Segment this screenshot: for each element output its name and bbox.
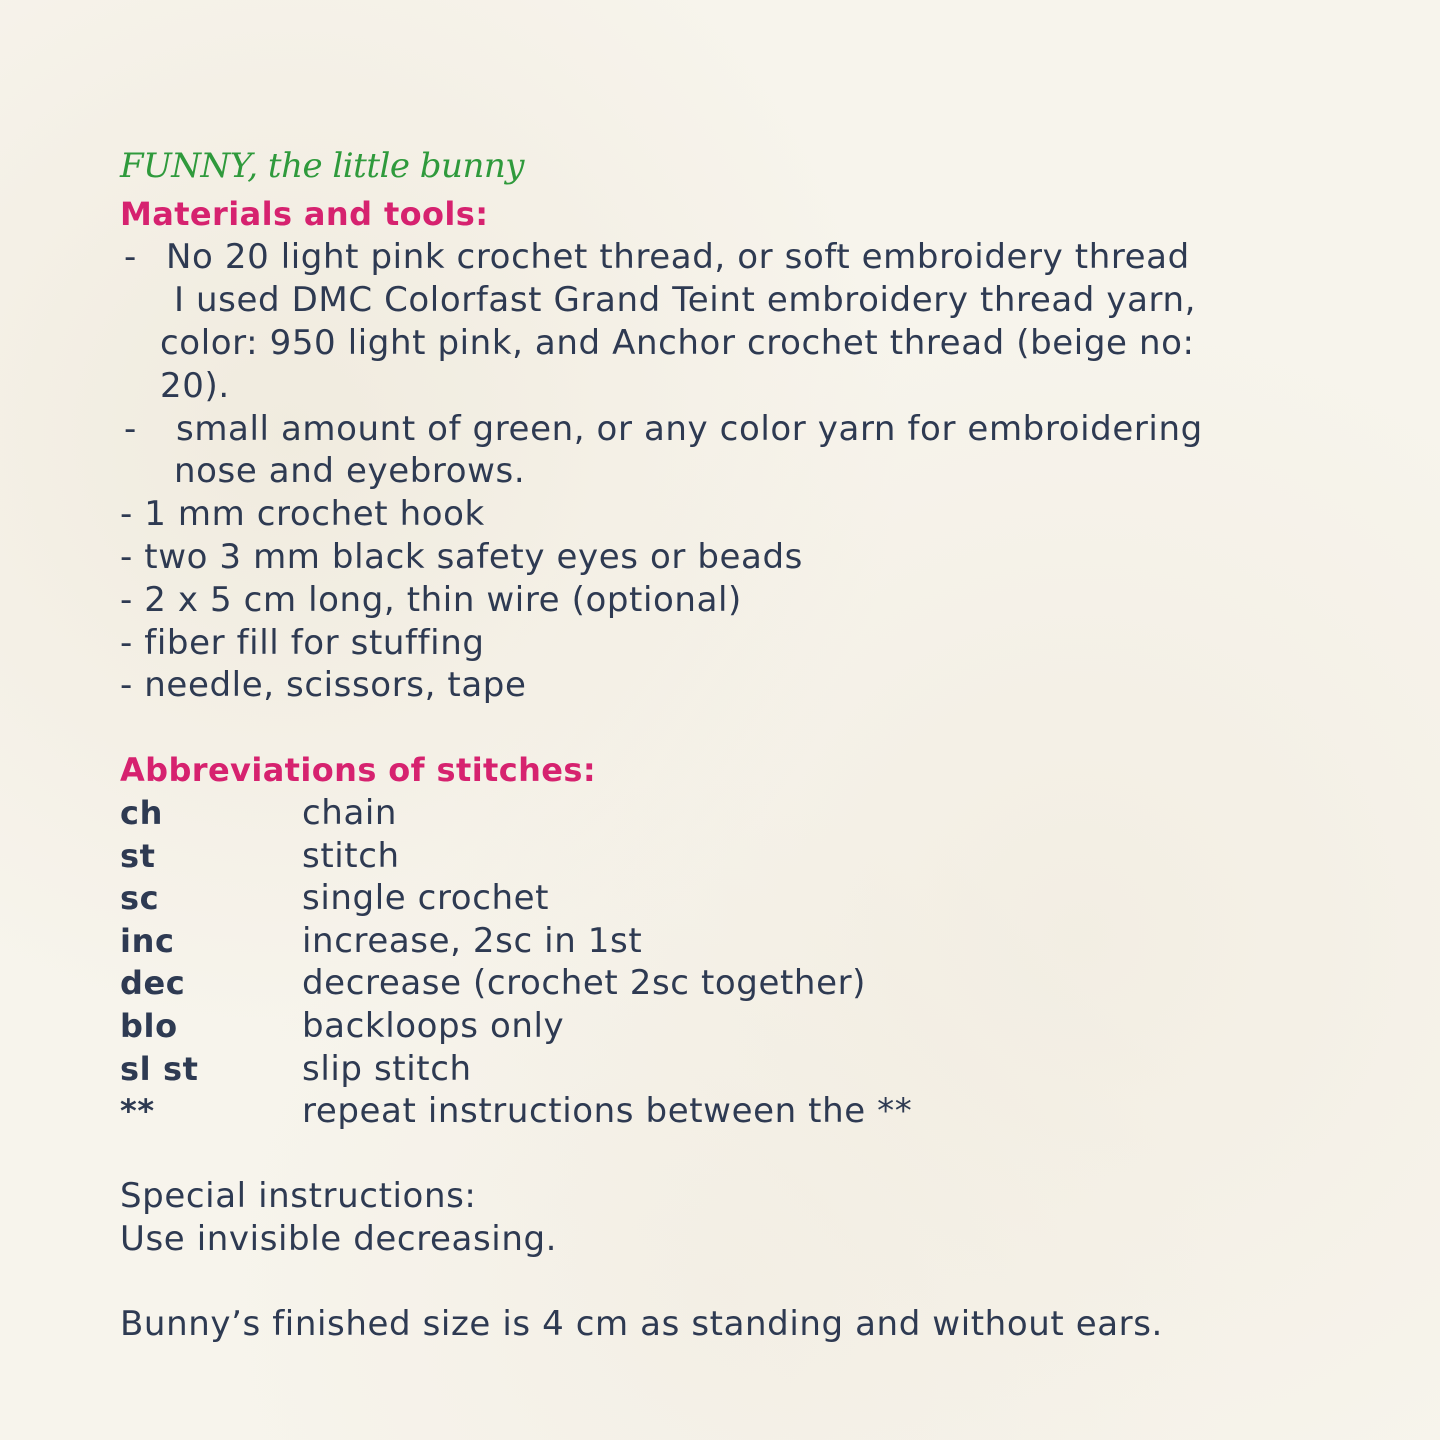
materials-line: nose and eyebrows. [174,451,526,491]
abbreviation-meaning: single crochet [302,878,550,918]
abbreviation-meaning: decrease (crochet 2sc together) [302,963,867,1003]
abbreviations-heading: Abbreviations of stitches: [120,751,597,789]
finished-size-text: Bunny’s finished size is 4 cm as standing and without ears. [120,1304,1163,1344]
abbreviation-meaning: chain [302,793,398,833]
abbreviation-term: inc [120,922,175,960]
materials-line: - [124,409,137,449]
pattern-title: FUNNY, the little bunny [120,146,524,186]
abbreviation-term: st [120,837,156,875]
special-instructions-text: Use invisible decreasing. [120,1219,558,1259]
abbreviation-term: ch [120,794,163,832]
abbreviation-term: dec [120,964,186,1002]
materials-line: - 2 x 5 cm long, thin wire (optional) [120,580,742,620]
materials-heading: Materials and tools: [120,195,489,233]
special-instructions-heading: Special instructions: [120,1176,477,1216]
abbreviation-meaning: stitch [302,836,400,876]
abbreviation-term: blo [120,1007,178,1045]
abbreviation-term: ** [120,1092,155,1130]
materials-line: - two 3 mm black safety eyes or beads [120,537,803,577]
abbreviation-meaning: backloops only [302,1006,565,1046]
materials-line: - needle, scissors, tape [120,665,527,705]
materials-line: small amount of green, or any color yarn for embroidering [176,409,1203,449]
materials-line: 20). [160,366,230,406]
abbreviation-term: sc [120,879,160,917]
materials-line: - fiber fill for stuffing [120,623,485,663]
abbreviation-meaning: slip stitch [302,1049,472,1089]
materials-line: - [124,237,137,277]
abbreviation-meaning: repeat instructions between the ** [302,1091,913,1131]
materials-line: color: 950 light pink, and Anchor crochet thread (beige no: [160,323,1195,363]
abbreviation-term: sl st [120,1050,199,1088]
abbreviation-meaning: increase, 2sc in 1st [302,921,643,961]
materials-line: No 20 light pink crochet thread, or soft embroidery thread [166,237,1190,277]
materials-line: I used DMC Colorfast Grand Teint embroidery thread yarn, [174,280,1197,320]
materials-line: - 1 mm crochet hook [120,494,485,534]
